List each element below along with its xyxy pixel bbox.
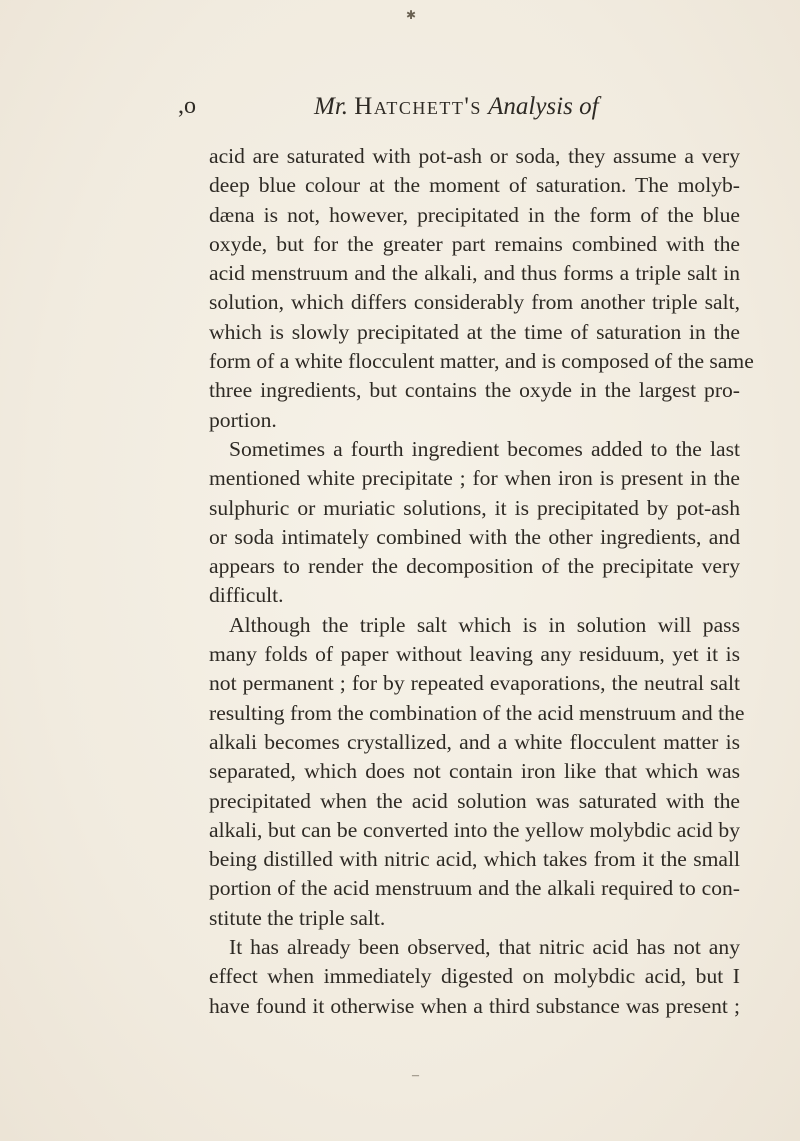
text-line: appears to render the decomposition of the precipitate very: [209, 554, 740, 579]
text-line: being distilled with nitric acid, which takes from it the small: [209, 847, 740, 872]
text-line: separated, which does not contain iron like that which was: [209, 759, 740, 784]
text-line: stitute the triple salt.: [209, 905, 386, 930]
text-line: solution, which differs considerably from another triple salt,: [209, 290, 740, 315]
text-line: deep blue colour at the moment of saturation. The molyb-: [209, 173, 740, 198]
text-line: alkali becomes crystallized, and a white flocculent matter is: [209, 729, 740, 754]
paper-speck-mark: ✱: [406, 8, 417, 22]
text-line: dæna is not, however, precipitated in the form of the blue: [209, 202, 740, 227]
text-line: or soda intimately combined with the other ingredients, and: [209, 524, 740, 549]
text-line: oxyde, but for the greater part remains combined with the: [209, 231, 740, 256]
text-line: which is slowly precipitated at the time of saturation in the: [209, 319, 740, 344]
body-text: [209, 142, 754, 1021]
text-line: mentioned white precipitate ; for when iron is present in the: [209, 466, 740, 491]
title-name: Hatchett's: [354, 93, 482, 120]
text-line: difficult.: [209, 583, 284, 608]
text-line: resulting from the combination of the acid menstruum and the: [209, 700, 745, 725]
running-title: [314, 93, 599, 121]
text-line: form of a white flocculent matter, and is composed of the same: [209, 349, 754, 374]
running-header: [178, 93, 738, 133]
paragraph-start: It has already been observed, that nitric acid has not any: [229, 935, 740, 960]
text-line: portion of the acid menstruum and the alkali required to con-: [209, 876, 740, 901]
text-line: acid menstruum and the alkali, and thus forms a triple salt in: [209, 261, 740, 286]
paragraph-start: Although the triple salt which is in solution will pass: [229, 612, 740, 637]
paragraph-start: Sometimes a fourth ingredient becomes added to the last: [229, 436, 740, 461]
text-line: acid are saturated with pot-ash or soda, they assume a very: [209, 144, 740, 168]
text-line: not permanent ; for by repeated evaporations, the neutral salt: [209, 671, 740, 696]
text-line: three ingredients, but contains the oxyde in the largest pro-: [209, 378, 740, 403]
text-line: sulphuric or muriatic solutions, it is precipitated by pot-ash: [209, 495, 740, 520]
text-line: portion.: [209, 407, 277, 432]
text-line: many folds of paper without leaving any residuum, yet it is: [209, 642, 740, 667]
page-number: ,o: [178, 93, 196, 119]
text-line: have found it otherwise when a third substance was present ;: [209, 993, 740, 1018]
text-line: alkali, but can be converted into the yellow molybdic acid by: [209, 817, 740, 842]
title-mr: Mr.: [314, 93, 349, 120]
text-line: precipitated when the acid solution was saturated with the: [209, 788, 740, 813]
text-line: effect when immediately digested on molybdic acid, but I: [209, 964, 740, 989]
title-rest: Analysis of: [488, 93, 599, 120]
paper-dash-mark: –: [412, 1068, 419, 1083]
